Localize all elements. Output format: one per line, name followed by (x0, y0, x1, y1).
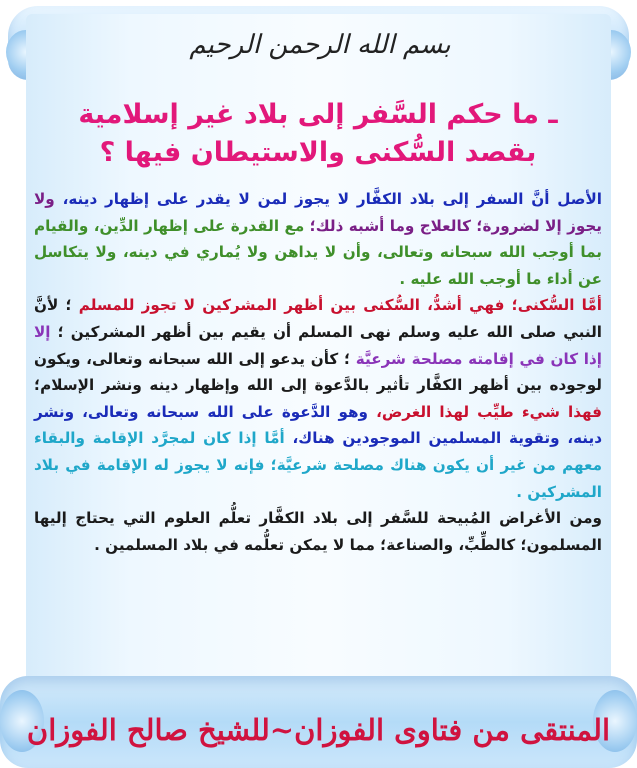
p1-text-purple: ولا يجوز إلا لضرورة؛ كالعلاج وما أشبه ذلك؛ (34, 190, 603, 235)
question-title (32, 96, 604, 178)
paragraph-3 (34, 505, 602, 558)
title-line-2: بقصد السُّكنى والاستيطان فيها ؟ (99, 137, 537, 168)
paragraph-1 (34, 186, 602, 292)
p2-text-blue: وهو الدَّعوة على الله سبحانه وتعالى، ونشر دينه، وتقوية المسلمين الموجودين هناك، (34, 402, 603, 448)
footer-author: للشيخ صالح الفوزان (26, 713, 270, 747)
p2-text-purple: إلا إذا كان في إقامته مصلحة شرعيَّة (34, 322, 602, 368)
fatwa-body (34, 186, 602, 558)
p2-text-black: ؛ لأنَّ النبي صلى الله عليه وسلم نهى المسلم أن يقيم بين أظهر المشركين ؛ (34, 296, 602, 341)
footer-source: المنتقى من فتاوى الفوزان (294, 713, 611, 747)
p2-text-red: أمَّا السُّكنى؛ فهي أشدُّ، السُّكنى بين أظهر المشركين لا تجوز للمسلم (78, 296, 602, 315)
p3-text-black: ومن الأغراض المُبيحة للسَّفر إلى بلاد الكفَّار تعلُّم العلوم التي يحتاج إليها المسلمون؛ كالطِّبِّ، والصناعة؛ مما لا يمكن تعلُّمه في بلاد المسلمين . (34, 509, 602, 554)
p1-text-green: مع القدرة على إظهار الدِّين، والقيام بما أوجب الله سبحانه وتعالى، وأن لا يداهن ولا يُماري في دينه، ولا يتكاسل عن أداء ما أوجب الله عليه . (34, 216, 602, 288)
footer-separator: ~ (269, 713, 295, 747)
source-footer (8, 706, 629, 754)
paragraph-2 (34, 292, 602, 505)
p1-text-blue: الأصل أنَّ السفر إلى بلاد الكفَّار لا يجوز لمن لا يقدر على إظهار دينه، (62, 190, 602, 208)
title-line-1: ـ ما حكم السَّفر إلى بلاد غير إسلامية (78, 99, 558, 130)
p2-text-red-2: فهذا شيء طيِّب لهذا الغرض، (376, 402, 602, 421)
p2-text-black-2: ؛ كأن يدعو إلى الله سبحانه وتعالى، ويكون لوجوده بين أظهر الكفَّار تأثير بالدَّعوة إلى الله وإظهار دينه ونشر الإسلام؛ (34, 349, 602, 395)
basmala-calligraphy: بسم الله الرحمن الرحيم (189, 30, 451, 60)
p2-text-cyan: أمَّا إذا كان لمجرَّد الإقامة والبقاء معهم من غير أن يكون هناك مصلحة شرعيَّة؛ فإنه لا يجوز له الإقامة في بلاد المشركين . (34, 429, 602, 501)
